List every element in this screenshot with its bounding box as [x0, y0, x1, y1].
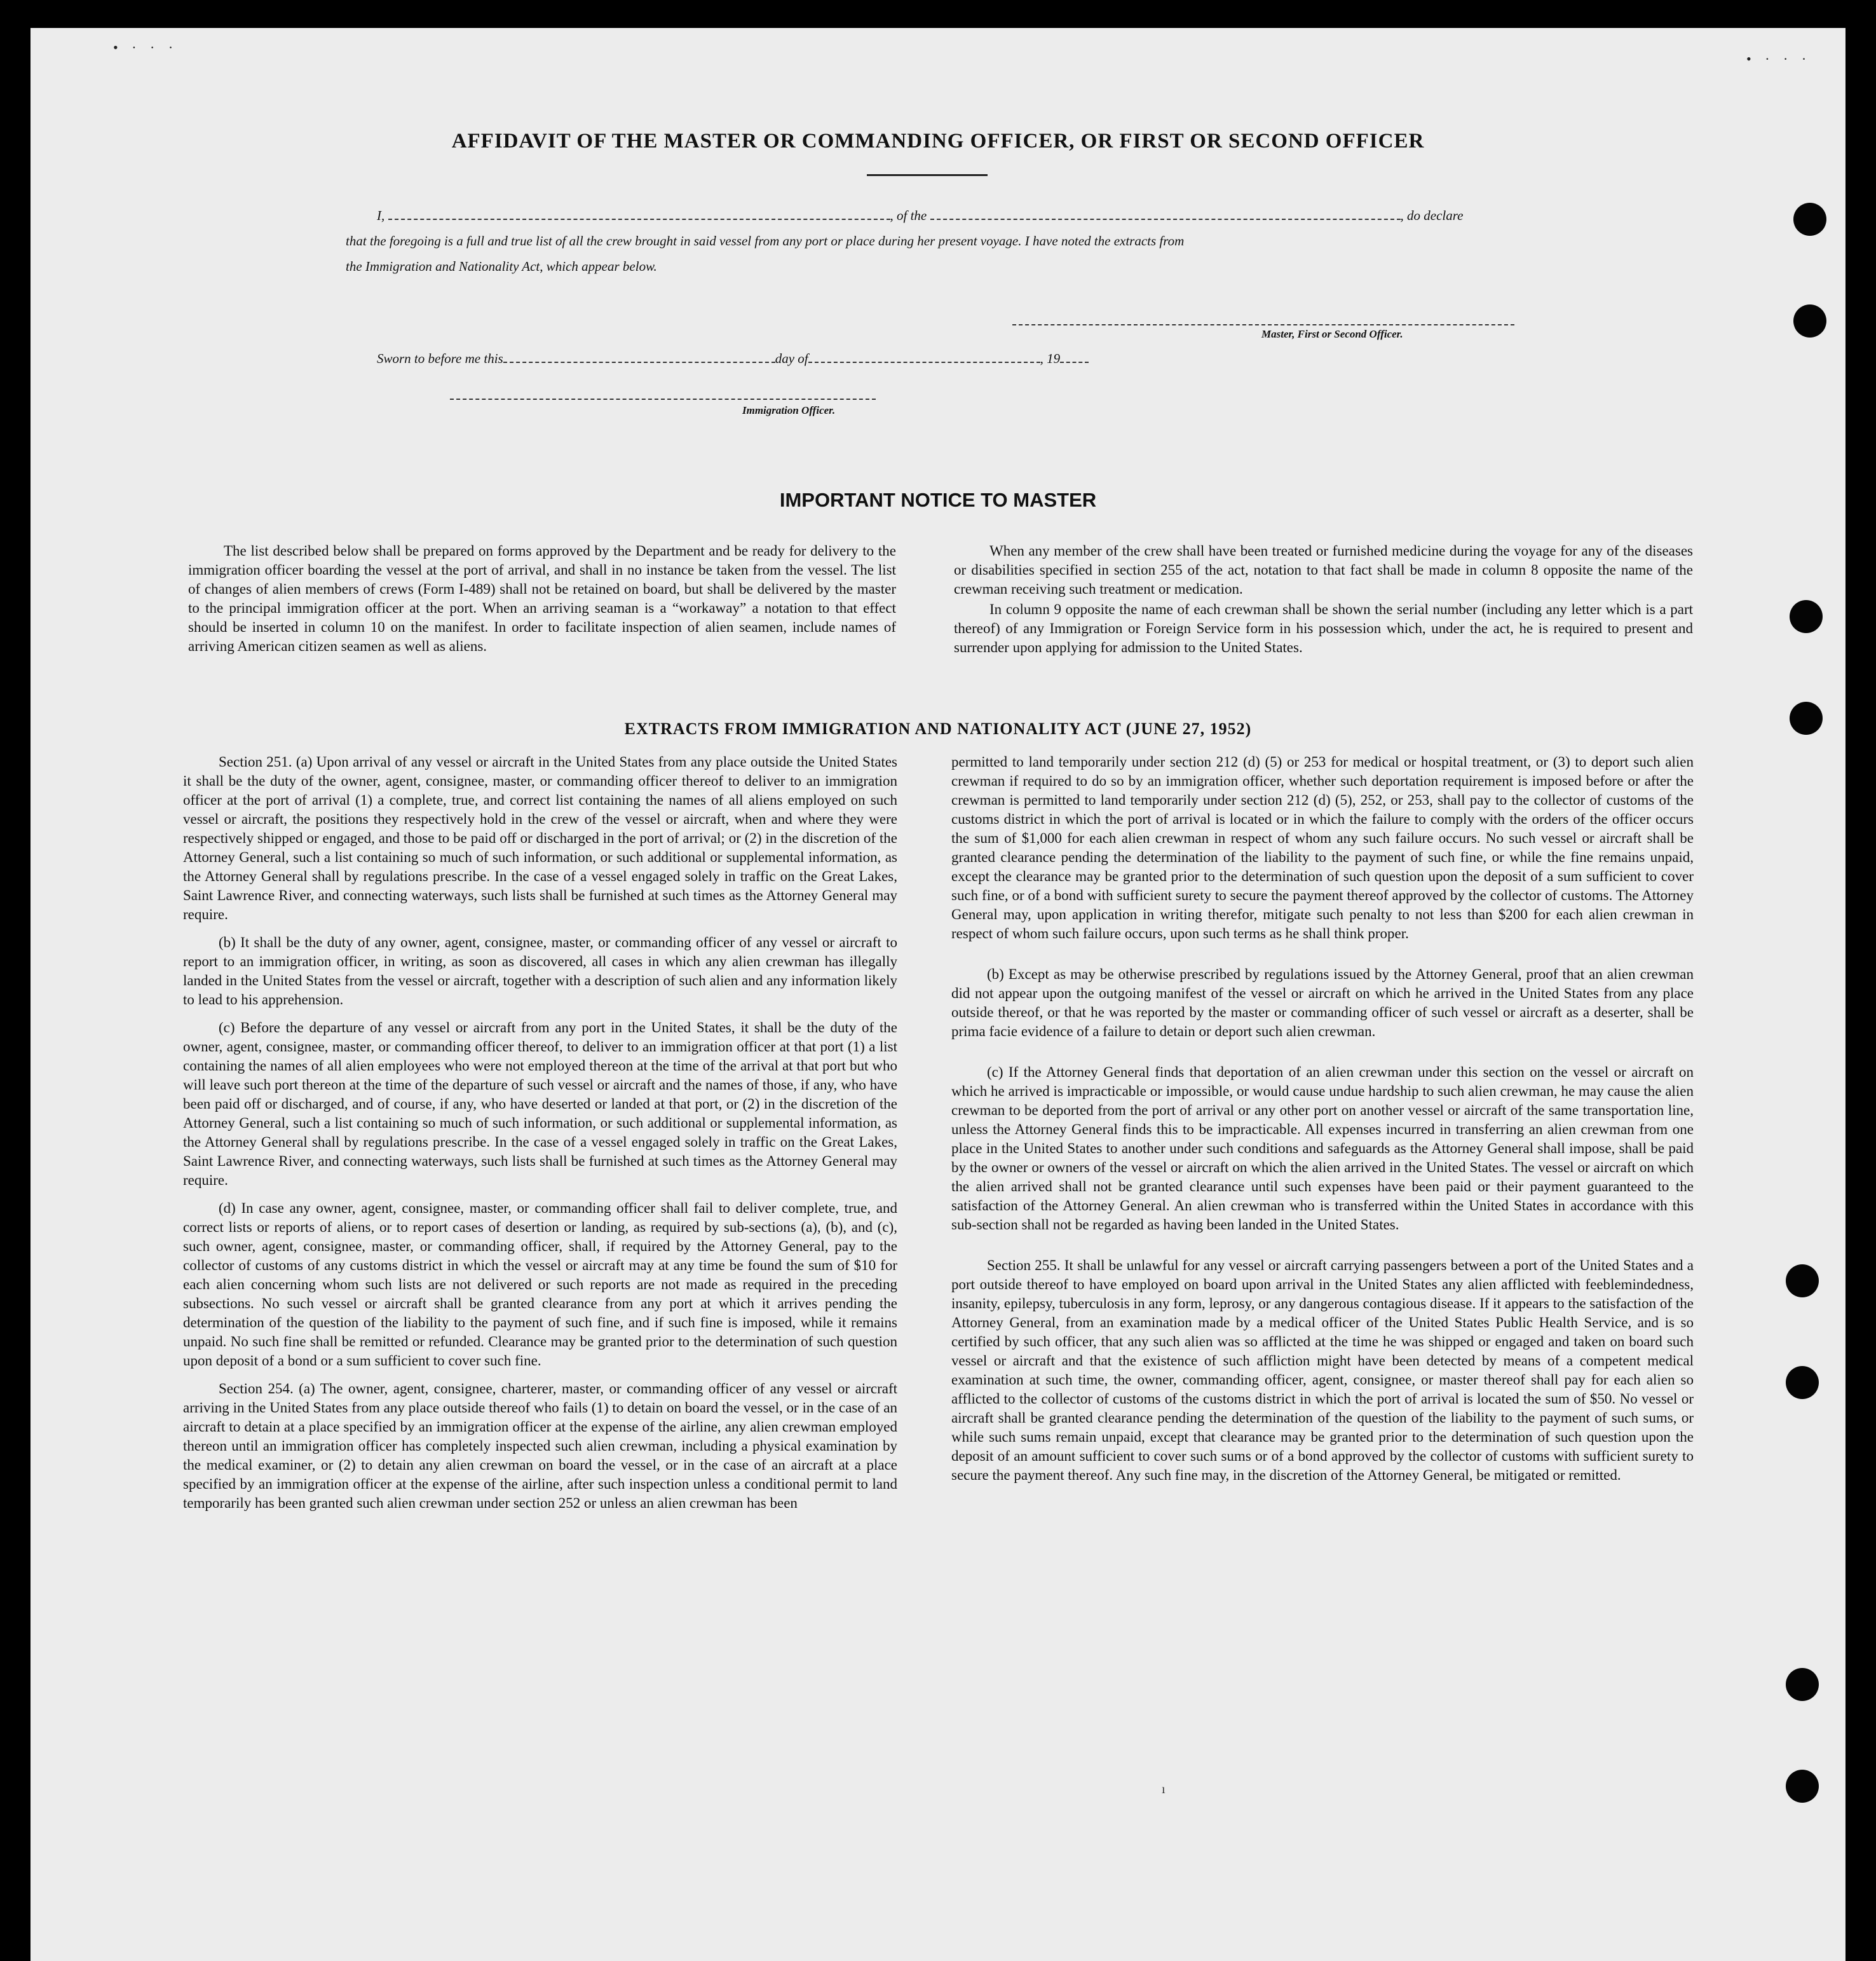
vessel-blank[interactable] — [930, 218, 1401, 220]
extracts-right-column — [951, 753, 1694, 1494]
section-254-c: (c) If the Attorney General finds that deportation of an alien crewman under this section on the vessel or aircraft on which he arrived is impracticable or impossible, or would cause undue hardship to such alien crewman, he may cause the alien crewman to be deported from the port of arrival or any other port on another vessel or aircraft of the same transportation line, unless the Attorney General finds this to be impracticable. All expenses incurred in transferring an alien crewman from one place in the United States to another under such conditions and safeguards as the Attorney General shall impose, shall be paid by the owner or owners of the vessel or aircraft on which the alien arrived in the United States. The vessel or aircraft on which the alien arrived shall not be granted clearance until such expenses have been paid or their payment guaranteed to the satisfaction of the Attorney General. An alien crewman who is transferred within the United States in accordance with this sub-section shall not be regarded as having been landed in the United States. — [951, 1064, 1694, 1233]
affidavit-i: I, — [377, 208, 385, 223]
sworn-year-blank[interactable] — [1060, 361, 1089, 363]
document-page — [31, 28, 1845, 1961]
section-254-a: Section 254. (a) The owner, agent, consignee, charterer, master, or commanding officer of any vessel or aircraft arriving in the United States from any place outside thereof who fails (1) to detain on board the vessel, or in the case of an aircraft to detain at a place specified by an immigration officer at the expense of the airline, any alien crewman employed thereon until an immigration officer has completely inspected such alien crewman, including a physical examination by the medical examiner, or (2) to detain any alien crewman on board the vessel, or in the case of an aircraft at a place specified by an immigration officer at the expense of the airline, after such inspection unless a conditional permit to land temporarily has been granted such alien crewman under section 252 or unless an alien crewman has been — [183, 1381, 897, 1511]
notice-title: IMPORTANT NOTICE TO MASTER — [779, 489, 1097, 511]
section-251-a: Section 251. (a) Upon arrival of any vessel or aircraft in the United States from any place outside the United States it shall be the duty of the owner, agent, consignee, master, or commanding officer thereof to deliver to an immigration officer at the port of arrival (1) a complete, true, and correct list containing the names of all aliens employed on such vessel or aircraft, the positions they respectively hold in the crew of the vessel or aircraft, when and where they were respectively shipped or engaged, and those to be paid off or discharged in the port of arrival; or (2) in the discretion of the Attorney General, such a list containing so much of such information, or such additional or supplemental information, as the Attorney General shall by regulations prescribe. In the case of a vessel engaged solely in traffic on the Great Lakes, Saint Lawrence River, and connecting waterways, such lists shall be furnished at such times as the Attorney General may require. — [183, 754, 897, 922]
extracts-title: EXTRACTS FROM IMMIGRATION AND NATIONALITY ACT (JUNE 27, 1952) — [624, 720, 1252, 738]
binder-hole — [1786, 1770, 1819, 1803]
sworn-label: Sworn to before me this — [377, 351, 503, 366]
sworn-month-blank[interactable] — [808, 361, 1040, 363]
section-251-b: (b) It shall be the duty of any owner, agent, consignee, master, or commanding officer of any vessel or aircraft to report to an immigration officer, in writing, as soon as discovered, all cases in which any alien crewman has illegally landed in the United States from the vessel or aircraft, together with a description of such alien and any information likely to lead to his apprehension. — [183, 934, 897, 1008]
master-signature-label: Master, First or Second Officer. — [1261, 328, 1403, 340]
master-signature-line[interactable] — [1012, 324, 1514, 325]
sworn-date-blank[interactable] — [503, 361, 775, 363]
affidavit-line-1 — [377, 208, 1463, 224]
section-254-b: (b) Except as may be otherwise prescribed by regulations issued by the Attorney General, proof that an alien crewman did not appear upon the outgoing manifest of the vessel or aircraft on which he arrived in the United States from any place outside thereof, or that he was reported by the master or commanding officer of such vessel or aircraft as a deserter, shall be prima facie evidence of a failure to detain or deport such alien crewman. — [951, 966, 1694, 1039]
binder-hole — [1793, 304, 1826, 338]
binder-hole — [1786, 1668, 1819, 1701]
scan-artifact: • · · · — [1746, 51, 1812, 67]
section-254-a-continued: permitted to land temporarily under section 212 (d) (5) or 253 for medical or hospital treatment, or (3) to deport such alien crewman if required to do so by an immigration officer, whether such deportation requirement is imposed before or after the crewman is permitted to land temporarily under section 212 (d) (5), 252, or 253, shall pay to the collector of customs of the customs district in which the port of arrival is located or in which the failure to comply with the orders of the officer occurs the sum of $1,000 for each alien crewman in respect of whom any such failure occurs. No such vessel or aircraft shall be granted clearance pending the determination of the liability to the payment of such fine, or while the fine remains unpaid, except the clearance may be granted prior to the determination of such question upon the deposit of a sum sufficient to cover such fine, or of a bond with sufficient surety to secure the payment thereof approved by the collector of customs. The Attorney General may, upon application in writing therefor, mitigate such penalty to not less than $200 for each alien crewman in respect of whom such failure occurs, upon such terms as he shall think proper. — [951, 754, 1694, 941]
binder-hole — [1793, 203, 1826, 236]
binder-hole — [1790, 600, 1823, 633]
scan-artifact: ı — [1162, 1782, 1166, 1796]
day-of-label: day of — [775, 351, 808, 366]
sworn-line — [377, 351, 1089, 367]
immigration-officer-signature-line[interactable] — [450, 398, 876, 400]
notice-left-column — [188, 542, 896, 665]
notice-paragraph: When any member of the crew shall have been treated or furnished medicine during the voyage for any of the diseases or disabilities specified in section 255 of the act, notation to that fact shall be made in column 8 opposite the name of the crewman receiving such treatment or medication. — [954, 543, 1693, 597]
section-255: Section 255. It shall be unlawful for any vessel or aircraft carrying passengers between a port of the United States and a port outside thereof to have employed on board upon arrival in the United States any alien afflicted with feeblemindedness, insanity, epilepsy, tuberculosis in any form, leprosy, or any dangerous contagious disease. If it appears to the satisfaction of the Attorney General, from an examination made by a medical officer of the United States Public Health Service, and is so certified by such officer, that any such alien was so afflicted at the time he was shipped or engaged and taken on board such vessel or aircraft and that the existence of such affliction might have been detected by means of a competent medical examination at such time, the owner, commanding officer, agent, consignee, or master thereof shall pay for each alien so afflicted to the collector of customs of the customs district in which the port of arrival is located the sum of $50. No vessel or aircraft shall be granted clearance pending the determination of the question of the liability to the payment of such sums, or while such sums remain unpaid, except that clearance may be granted prior to the determination of such question upon the deposit of an amount sufficient to cover such sums or of a bond approved by the collector of customs with sufficient surety to secure the payment thereof. Any such fine may, in the discretion of the Attorney General, be mitigated or remitted. — [951, 1257, 1694, 1483]
year-label: , 19 — [1040, 351, 1061, 366]
affidavit-line-2: that the foregoing is a full and true list of all the crew brought in said vessel from any port or place during her present voyage. I have noted the extracts from — [346, 233, 1185, 249]
title-rule — [867, 174, 988, 176]
affidavit-declare: , do declare — [1400, 208, 1464, 223]
binder-hole — [1786, 1366, 1819, 1399]
extracts-left-column — [183, 753, 897, 1522]
notice-paragraph: The list described below shall be prepared on forms approved by the Department and be ready for delivery to the immigration officer boarding the vessel at the port of arrival, and shall in no instance be taken from the vessel. The list of changes of alien members of crews (Form I-489) shall not be retained on board, but shall be delivered by the master to the principal immigration officer at the port. When an arriving seaman is a “workaway” a notation to that effect should be inserted in column 10 on the manifest. In order to facilitate inspection of alien seamen, include names of arriving American citizen seamen as well as aliens. — [188, 543, 896, 654]
notice-paragraph: In column 9 opposite the name of each crewman shall be shown the serial number (including any letter which is a part thereof) of any Immigration or Foreign Service form in his possession which, under the act, he is required to present and surrender upon applying for admission to the United States. — [954, 601, 1693, 655]
section-251-c: (c) Before the departure of any vessel or aircraft from any port in the United States, it shall be the duty of the owner, agent, consignee, master, or commanding officer thereof, to deliver to an immigration officer at that port (1) a list containing the names of all alien employees who were not employed thereon at the time of the arrival at that port but who will leave such port thereon at the time of the departure of such vessel or aircraft and the names of those, if any, who have been paid off or discharged, and of course, if any, who have deserted or landed at that port, or (2) in the discretion of the Attorney General, such a list containing so much of such information, or such additional or supplemental information, as the Attorney General shall by regulations prescribe. In the case of a vessel engaged solely in traffic on the Great Lakes, Saint Lawrence River, and connecting waterways, such lists shall be furnished at such times as the Attorney General may require. — [183, 1020, 897, 1188]
section-251-d: (d) In case any owner, agent, consignee, master, or commanding officer shall fail to deliver complete, true, and correct lists or reports of aliens, or to report cases of desertion or landing, as required by sub-sections (a), (b), and (c), such owner, agent, consignee, master, or commanding officer, shall, if required by the Attorney General, pay to the collector of customs of any customs district in which the vessel or aircraft may at any time be found the sum of $10 for each alien concerning whom such lists are not delivered or such reports are not made as required in the preceding subsections. No such vessel or aircraft shall be granted clearance from any port at which it arrives pending the determination of the question of the liability to the payment of such fine, and if such fine is imposed, while it remains unpaid. No such fine shall be remitted or refunded. Clearance may be granted prior to the determination of such question upon deposit of a bond or a sum sufficient to cover such fine. — [183, 1200, 897, 1369]
scan-artifact: • · · · — [113, 39, 179, 55]
affidavit-of-the: , of the — [890, 208, 927, 223]
immigration-officer-label: Immigration Officer. — [742, 404, 836, 416]
name-blank[interactable] — [388, 218, 890, 220]
notice-right-column — [954, 542, 1693, 666]
affidavit-title: AFFIDAVIT OF THE MASTER OR COMMANDING OFFICER, OR FIRST OR SECOND OFFICER — [451, 130, 1425, 153]
binder-hole — [1786, 1264, 1819, 1297]
affidavit-line-3: the Immigration and Nationality Act, which appear below. — [346, 259, 657, 274]
